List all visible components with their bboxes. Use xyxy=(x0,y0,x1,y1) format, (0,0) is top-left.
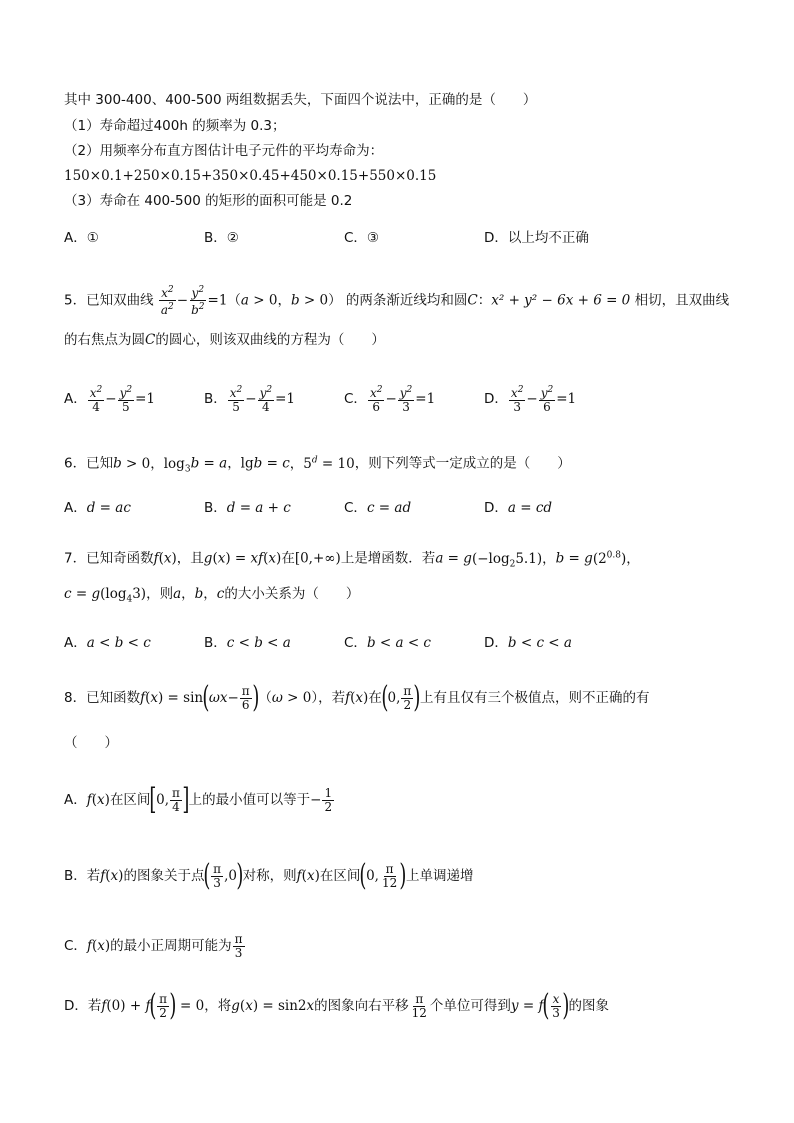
q5-circle-eq: x² + y² − 6x + 6 = 0 xyxy=(491,292,631,309)
q4-statement-3: （3）寿命在 400-500 的矩形的面积可能是 0.2 xyxy=(64,193,353,209)
q4-statement-1: （1）寿命超过400h 的频率为 0.3； xyxy=(64,118,286,134)
q5-frac-x2a2: $\frac{x^2}{a^2}$ xyxy=(160,285,174,317)
q5-text-a: 的两条渐近线均和圆 xyxy=(345,292,468,309)
q6-options xyxy=(64,497,744,519)
q4-options xyxy=(64,227,744,249)
q5-frac-y2b2: $\frac{y^2}{b^2}$ xyxy=(191,285,205,317)
q6-option-d[interactable]: D．a = cd xyxy=(484,500,553,516)
q5-options xyxy=(64,384,744,414)
q5-option-b[interactable]: B． $\frac{x^2}{5}$ − $\frac{y^2}{4}$ =1 xyxy=(204,385,296,414)
q4-statement-2: （2）用频率分布直方图估计电子元件的平均寿命为： xyxy=(64,143,384,159)
q5-option-a[interactable]: A． $\frac{x^2}{4}$ − $\frac{y^2}{5}$ =1 xyxy=(64,385,155,414)
q4-intro-line: 其中 300-400、400-500 两组数据丢失，下面四个说法中，正确的是（ ） xyxy=(64,92,537,108)
q5-prefix: 5．已知双曲线 xyxy=(64,292,154,309)
q7-options xyxy=(64,632,744,654)
q8-option-b[interactable]: B．若f(x)的图象关于点( $\frac{\pi}{3}$ ,0)对称，则f(x)在区间(0, $\frac{\pi}{12}$ )上单调递增 xyxy=(64,858,474,893)
q6-option-a[interactable]: A．d = ac xyxy=(64,500,131,516)
q4-option-a[interactable]: A．① xyxy=(64,230,99,246)
q7-option-c[interactable]: C．b < a < c xyxy=(344,635,431,651)
q8-option-a[interactable]: A．f(x)在区间[0, $\frac{\pi}{4}$ ]上的最小值可以等于− $\frac{1}{2}$ xyxy=(64,782,333,817)
q5-stem-line2: 的右焦点为圆C的圆心，则该双曲线的方程为（ ） xyxy=(64,332,385,348)
q5-option-c[interactable]: C． $\frac{x^2}{6}$ − $\frac{y^2}{3}$ =1 xyxy=(344,385,436,414)
q5-text-b: 相切，且双曲线 xyxy=(634,292,730,309)
q4-option-d[interactable]: D．以上均不正确 xyxy=(484,230,589,246)
q7-option-b[interactable]: B．c < b < a xyxy=(204,635,291,651)
q5-stem-line1: 5．已知双曲线 $\frac{x^2}{a^2}$ − $\frac{y^2}{b^2}$ =1（a > 0，b > 0） 的两条渐近线均和圆C：x² + y² − 6x + 6 = 0 相切，且双曲线 xyxy=(64,285,730,317)
q7-stem-line1: 7．已知奇函数f(x)，且g(x) = xf(x)在[0,+∞)上是增函数．若$a = g(-\log_25.1)$，$b = g(2^{0.8})$， xyxy=(64,550,640,570)
q4-option-c[interactable]: C．③ xyxy=(344,230,380,246)
q5-option-d[interactable]: D． $\frac{x^2}{3}$ − $\frac{y^2}{6}$ =1 xyxy=(484,385,577,414)
q6-option-b[interactable]: B．d = a + c xyxy=(204,500,291,516)
q7-option-d[interactable]: D．b < c < a xyxy=(484,635,572,651)
q8-stem-line1: 8．已知函数f(x) = sin(ωx− $\frac{\pi}{6}$ )（ω > 0），若f(x)在(0, $\frac{\pi}{2}$ )上有且仅有三个极值点，则不正确的有 xyxy=(64,680,650,715)
q6-option-c[interactable]: C．c = ad xyxy=(344,500,412,516)
q7-stem-line2: $c = g(\log_43)$，则a，b，c的大小关系为（ ） xyxy=(64,586,360,605)
q4-option-b[interactable]: B．② xyxy=(204,230,239,246)
q8-stem-line2: （ ） xyxy=(64,735,118,751)
q6-stem: 6．已知b > 0，$\log_3b = a$，lgb = c，$5^d = 10$，则下列等式一定成立的是（ ） xyxy=(64,455,571,475)
q4-average-formula: 150×0.1+250×0.15+350×0.45+450×0.15+550×0.15 xyxy=(64,168,437,184)
q8-option-c[interactable]: C．f(x)的最小正周期可能为 $\frac{\pi}{3}$ xyxy=(64,931,243,960)
q8-option-d[interactable]: D．若f(0) + f( $\frac{\pi}{2}$ ) = 0，将g(x) = sin2x的图象向右平移 $\frac{\pi}{12}$ 个单位可得到y = f( $\frac{x}{3}$ )的图象 xyxy=(64,988,610,1023)
q7-option-a[interactable]: A．a < b < c xyxy=(64,635,151,651)
